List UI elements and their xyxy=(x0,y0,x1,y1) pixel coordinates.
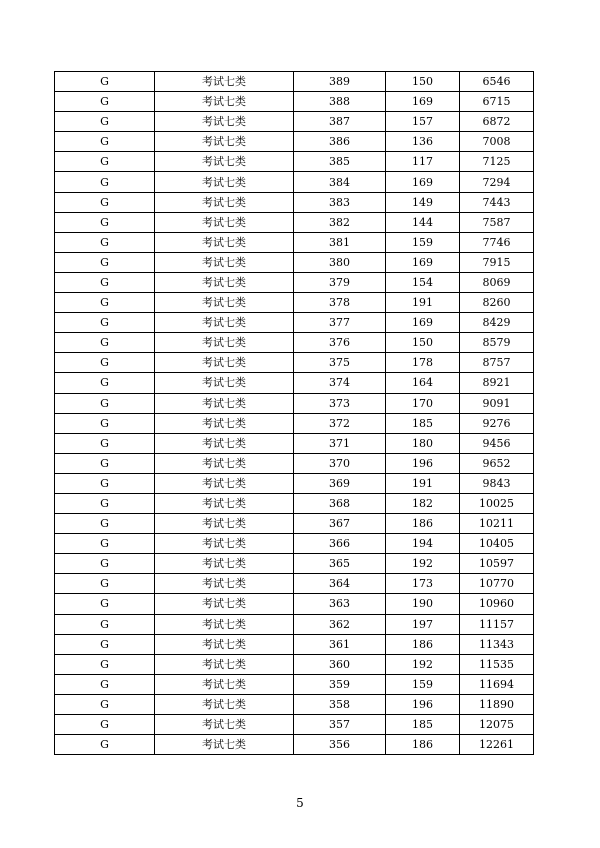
table-row xyxy=(55,393,534,413)
cumulative-count-cell: 8429 xyxy=(460,313,534,333)
table-row xyxy=(55,554,534,574)
count-cell: 182 xyxy=(386,493,460,513)
category-code-cell: G xyxy=(55,192,155,212)
exam-type-cell: 考试七类 xyxy=(155,92,294,112)
count-cell: 180 xyxy=(386,433,460,453)
table-row xyxy=(55,252,534,272)
category-code-cell: G xyxy=(55,514,155,534)
count-cell: 159 xyxy=(386,674,460,694)
score-cell: 376 xyxy=(294,333,386,353)
count-cell: 154 xyxy=(386,272,460,292)
score-cell: 368 xyxy=(294,493,386,513)
table-row xyxy=(55,112,534,132)
score-cell: 382 xyxy=(294,212,386,232)
count-cell: 157 xyxy=(386,112,460,132)
exam-type-cell: 考试七类 xyxy=(155,493,294,513)
table-row xyxy=(55,614,534,634)
score-cell: 359 xyxy=(294,674,386,694)
count-cell: 192 xyxy=(386,654,460,674)
table-row xyxy=(55,293,534,313)
score-cell: 365 xyxy=(294,554,386,574)
score-cell: 386 xyxy=(294,132,386,152)
category-code-cell: G xyxy=(55,112,155,132)
exam-type-cell: 考试七类 xyxy=(155,735,294,755)
count-cell: 197 xyxy=(386,614,460,634)
exam-type-cell: 考试七类 xyxy=(155,293,294,313)
score-cell: 385 xyxy=(294,152,386,172)
count-cell: 186 xyxy=(386,514,460,534)
category-code-cell: G xyxy=(55,333,155,353)
category-code-cell: G xyxy=(55,132,155,152)
cumulative-count-cell: 12075 xyxy=(460,715,534,735)
category-code-cell: G xyxy=(55,674,155,694)
cumulative-count-cell: 10960 xyxy=(460,594,534,614)
score-cell: 358 xyxy=(294,694,386,714)
exam-type-cell: 考试七类 xyxy=(155,674,294,694)
cumulative-count-cell: 8921 xyxy=(460,373,534,393)
count-cell: 191 xyxy=(386,473,460,493)
category-code-cell: G xyxy=(55,735,155,755)
exam-type-cell: 考试七类 xyxy=(155,152,294,172)
score-cell: 387 xyxy=(294,112,386,132)
cumulative-count-cell: 10597 xyxy=(460,554,534,574)
cumulative-count-cell: 9652 xyxy=(460,453,534,473)
category-code-cell: G xyxy=(55,72,155,92)
table-row xyxy=(55,172,534,192)
category-code-cell: G xyxy=(55,252,155,272)
cumulative-count-cell: 11343 xyxy=(460,634,534,654)
score-cell: 366 xyxy=(294,534,386,554)
score-cell: 389 xyxy=(294,72,386,92)
cumulative-count-cell: 7294 xyxy=(460,172,534,192)
category-code-cell: G xyxy=(55,172,155,192)
table-row xyxy=(55,735,534,755)
cumulative-count-cell: 10025 xyxy=(460,493,534,513)
score-cell: 361 xyxy=(294,634,386,654)
category-code-cell: G xyxy=(55,473,155,493)
table-row xyxy=(55,353,534,373)
cumulative-count-cell: 7915 xyxy=(460,252,534,272)
exam-type-cell: 考试七类 xyxy=(155,715,294,735)
score-cell: 374 xyxy=(294,373,386,393)
cumulative-count-cell: 7587 xyxy=(460,212,534,232)
cumulative-count-cell: 11694 xyxy=(460,674,534,694)
cumulative-count-cell: 11157 xyxy=(460,614,534,634)
category-code-cell: G xyxy=(55,433,155,453)
count-cell: 196 xyxy=(386,694,460,714)
count-cell: 186 xyxy=(386,735,460,755)
count-cell: 186 xyxy=(386,634,460,654)
cumulative-count-cell: 6715 xyxy=(460,92,534,112)
exam-type-cell: 考试七类 xyxy=(155,534,294,554)
table-row xyxy=(55,373,534,393)
category-code-cell: G xyxy=(55,293,155,313)
table-row xyxy=(55,313,534,333)
exam-type-cell: 考试七类 xyxy=(155,172,294,192)
table-row xyxy=(55,694,534,714)
score-cell: 383 xyxy=(294,192,386,212)
count-cell: 170 xyxy=(386,393,460,413)
count-cell: 194 xyxy=(386,534,460,554)
cumulative-count-cell: 8260 xyxy=(460,293,534,313)
category-code-cell: G xyxy=(55,92,155,112)
cumulative-count-cell: 8757 xyxy=(460,353,534,373)
score-cell: 378 xyxy=(294,293,386,313)
cumulative-count-cell: 6546 xyxy=(460,72,534,92)
table-row xyxy=(55,574,534,594)
exam-type-cell: 考试七类 xyxy=(155,132,294,152)
score-cell: 379 xyxy=(294,272,386,292)
count-cell: 169 xyxy=(386,252,460,272)
count-cell: 144 xyxy=(386,212,460,232)
category-code-cell: G xyxy=(55,373,155,393)
table-row xyxy=(55,92,534,112)
exam-type-cell: 考试七类 xyxy=(155,594,294,614)
score-cell: 384 xyxy=(294,172,386,192)
score-cell: 371 xyxy=(294,433,386,453)
category-code-cell: G xyxy=(55,594,155,614)
table-row xyxy=(55,212,534,232)
exam-type-cell: 考试七类 xyxy=(155,554,294,574)
exam-type-cell: 考试七类 xyxy=(155,333,294,353)
category-code-cell: G xyxy=(55,715,155,735)
exam-type-cell: 考试七类 xyxy=(155,574,294,594)
exam-type-cell: 考试七类 xyxy=(155,72,294,92)
category-code-cell: G xyxy=(55,272,155,292)
category-code-cell: G xyxy=(55,453,155,473)
exam-type-cell: 考试七类 xyxy=(155,353,294,373)
exam-type-cell: 考试七类 xyxy=(155,634,294,654)
category-code-cell: G xyxy=(55,353,155,373)
count-cell: 173 xyxy=(386,574,460,594)
exam-type-cell: 考试七类 xyxy=(155,212,294,232)
count-cell: 150 xyxy=(386,333,460,353)
count-cell: 178 xyxy=(386,353,460,373)
cumulative-count-cell: 7746 xyxy=(460,232,534,252)
table-row xyxy=(55,493,534,513)
exam-type-cell: 考试七类 xyxy=(155,252,294,272)
exam-type-cell: 考试七类 xyxy=(155,473,294,493)
score-cell: 364 xyxy=(294,574,386,594)
table-body xyxy=(55,72,534,755)
score-cell: 388 xyxy=(294,92,386,112)
exam-type-cell: 考试七类 xyxy=(155,453,294,473)
exam-type-cell: 考试七类 xyxy=(155,112,294,132)
table-row xyxy=(55,715,534,735)
score-distribution-table xyxy=(54,71,534,755)
category-code-cell: G xyxy=(55,232,155,252)
cumulative-count-cell: 8069 xyxy=(460,272,534,292)
score-cell: 375 xyxy=(294,353,386,373)
count-cell: 185 xyxy=(386,715,460,735)
score-cell: 357 xyxy=(294,715,386,735)
score-cell: 362 xyxy=(294,614,386,634)
category-code-cell: G xyxy=(55,212,155,232)
table-row xyxy=(55,674,534,694)
exam-type-cell: 考试七类 xyxy=(155,413,294,433)
exam-type-cell: 考试七类 xyxy=(155,272,294,292)
count-cell: 185 xyxy=(386,413,460,433)
count-cell: 149 xyxy=(386,192,460,212)
score-cell: 369 xyxy=(294,473,386,493)
exam-type-cell: 考试七类 xyxy=(155,694,294,714)
score-cell: 380 xyxy=(294,252,386,272)
exam-type-cell: 考试七类 xyxy=(155,514,294,534)
category-code-cell: G xyxy=(55,654,155,674)
count-cell: 169 xyxy=(386,313,460,333)
table-row xyxy=(55,413,534,433)
exam-type-cell: 考试七类 xyxy=(155,373,294,393)
count-cell: 150 xyxy=(386,72,460,92)
count-cell: 196 xyxy=(386,453,460,473)
count-cell: 164 xyxy=(386,373,460,393)
count-cell: 117 xyxy=(386,152,460,172)
table-row xyxy=(55,232,534,252)
exam-type-cell: 考试七类 xyxy=(155,654,294,674)
cumulative-count-cell: 9843 xyxy=(460,473,534,493)
count-cell: 192 xyxy=(386,554,460,574)
exam-type-cell: 考试七类 xyxy=(155,192,294,212)
exam-type-cell: 考试七类 xyxy=(155,393,294,413)
table-row xyxy=(55,534,534,554)
category-code-cell: G xyxy=(55,313,155,333)
score-cell: 360 xyxy=(294,654,386,674)
cumulative-count-cell: 7443 xyxy=(460,192,534,212)
cumulative-count-cell: 9456 xyxy=(460,433,534,453)
table-row xyxy=(55,594,534,614)
table-row xyxy=(55,132,534,152)
score-cell: 373 xyxy=(294,393,386,413)
category-code-cell: G xyxy=(55,694,155,714)
category-code-cell: G xyxy=(55,152,155,172)
category-code-cell: G xyxy=(55,614,155,634)
table-row xyxy=(55,272,534,292)
table-row xyxy=(55,514,534,534)
count-cell: 190 xyxy=(386,594,460,614)
count-cell: 169 xyxy=(386,172,460,192)
cumulative-count-cell: 9276 xyxy=(460,413,534,433)
table-row xyxy=(55,634,534,654)
category-code-cell: G xyxy=(55,393,155,413)
table-row xyxy=(55,152,534,172)
cumulative-count-cell: 11535 xyxy=(460,654,534,674)
table-row xyxy=(55,333,534,353)
score-cell: 363 xyxy=(294,594,386,614)
exam-type-cell: 考试七类 xyxy=(155,433,294,453)
category-code-cell: G xyxy=(55,554,155,574)
cumulative-count-cell: 7125 xyxy=(460,152,534,172)
table-row xyxy=(55,473,534,493)
cumulative-count-cell: 6872 xyxy=(460,112,534,132)
table-row xyxy=(55,433,534,453)
table-row xyxy=(55,453,534,473)
score-cell: 381 xyxy=(294,232,386,252)
score-cell: 372 xyxy=(294,413,386,433)
table-row xyxy=(55,72,534,92)
category-code-cell: G xyxy=(55,413,155,433)
score-cell: 377 xyxy=(294,313,386,333)
score-cell: 367 xyxy=(294,514,386,534)
score-cell: 370 xyxy=(294,453,386,473)
count-cell: 191 xyxy=(386,293,460,313)
category-code-cell: G xyxy=(55,493,155,513)
exam-type-cell: 考试七类 xyxy=(155,313,294,333)
category-code-cell: G xyxy=(55,574,155,594)
category-code-cell: G xyxy=(55,534,155,554)
exam-type-cell: 考试七类 xyxy=(155,232,294,252)
cumulative-count-cell: 12261 xyxy=(460,735,534,755)
cumulative-count-cell: 10770 xyxy=(460,574,534,594)
count-cell: 136 xyxy=(386,132,460,152)
table-row xyxy=(55,654,534,674)
count-cell: 169 xyxy=(386,92,460,112)
category-code-cell: G xyxy=(55,634,155,654)
cumulative-count-cell: 10211 xyxy=(460,514,534,534)
exam-type-cell: 考试七类 xyxy=(155,614,294,634)
cumulative-count-cell: 10405 xyxy=(460,534,534,554)
cumulative-count-cell: 8579 xyxy=(460,333,534,353)
cumulative-count-cell: 7008 xyxy=(460,132,534,152)
cumulative-count-cell: 9091 xyxy=(460,393,534,413)
table-row xyxy=(55,192,534,212)
page-number: 5 xyxy=(296,796,304,810)
count-cell: 159 xyxy=(386,232,460,252)
score-cell: 356 xyxy=(294,735,386,755)
cumulative-count-cell: 11890 xyxy=(460,694,534,714)
